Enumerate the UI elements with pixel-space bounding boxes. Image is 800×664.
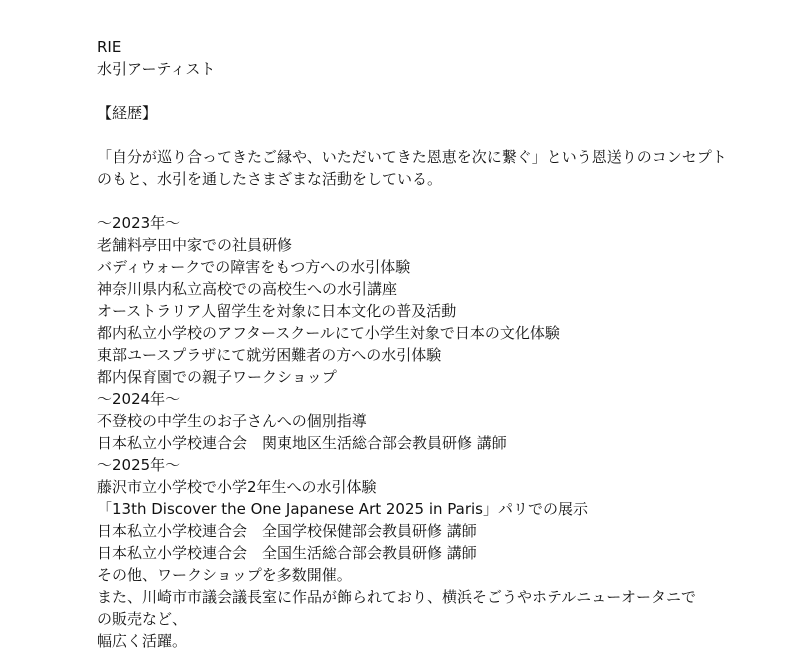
history-item: 都内保育園での親子ワークショップ — [97, 368, 337, 386]
history-item: 老舗料亭田中家での社員研修 — [97, 236, 293, 254]
year-label-2024: ～2024年～ — [97, 390, 181, 408]
closing-line: その他、ワークショップを多数開催。 — [97, 566, 352, 584]
closing-line: また、川崎市市議会議長室に作品が飾られており、横浜そごうやホテルニューオータニで — [97, 588, 696, 606]
history-item: オーストラリア人留学生を対象に日本文化の普及活動 — [97, 302, 457, 320]
artist-role: 水引アーティスト — [97, 60, 216, 78]
history-item: 日本私立小学校連合会 全国学校保健部会教員研修 講師 — [97, 522, 477, 540]
spacer — [97, 80, 777, 102]
intro-line: 「自分が巡り合ってきたご縁や、いただいてきた恩恵を次に繋ぐ」という恩送りのコンセプト — [97, 148, 727, 166]
history-item: 都内私立小学校のアフタースクールにて小学生対象で日本の文化体験 — [97, 324, 560, 342]
year-label-2023: ～2023年～ — [97, 214, 181, 232]
history-item: 藤沢市立小学校で小学2年生への水引体験 — [97, 478, 377, 496]
intro-line: のもと、水引を通したさまざまな活動をしている。 — [97, 170, 443, 188]
closing-line: の販売など、 — [97, 610, 188, 628]
history-item: 不登校の中学生のお子さんへの個別指導 — [97, 412, 367, 430]
history-item: 「13th Discover the One Japanese Art 2025 in Paris」パリでの展示 — [97, 500, 588, 518]
spacer — [97, 190, 777, 212]
profile-document — [97, 36, 777, 652]
history-item: 東部ユースプラザにて就労困難者の方への水引体験 — [97, 346, 442, 364]
spacer — [97, 124, 777, 146]
artist-name: RIE — [97, 38, 122, 56]
closing-line: 幅広く活躍。 — [97, 632, 188, 650]
year-label-2025: ～2025年～ — [97, 456, 181, 474]
history-item: 神奈川県内私立高校での高校生への水引講座 — [97, 280, 398, 298]
career-heading: 【経歴】 — [97, 104, 158, 122]
history-item: バディウォークでの障害をもつ方への水引体験 — [97, 258, 411, 276]
history-item: 日本私立小学校連合会 関東地区生活総合部会教員研修 講師 — [97, 434, 507, 452]
history-item: 日本私立小学校連合会 全国生活総合部会教員研修 講師 — [97, 544, 477, 562]
